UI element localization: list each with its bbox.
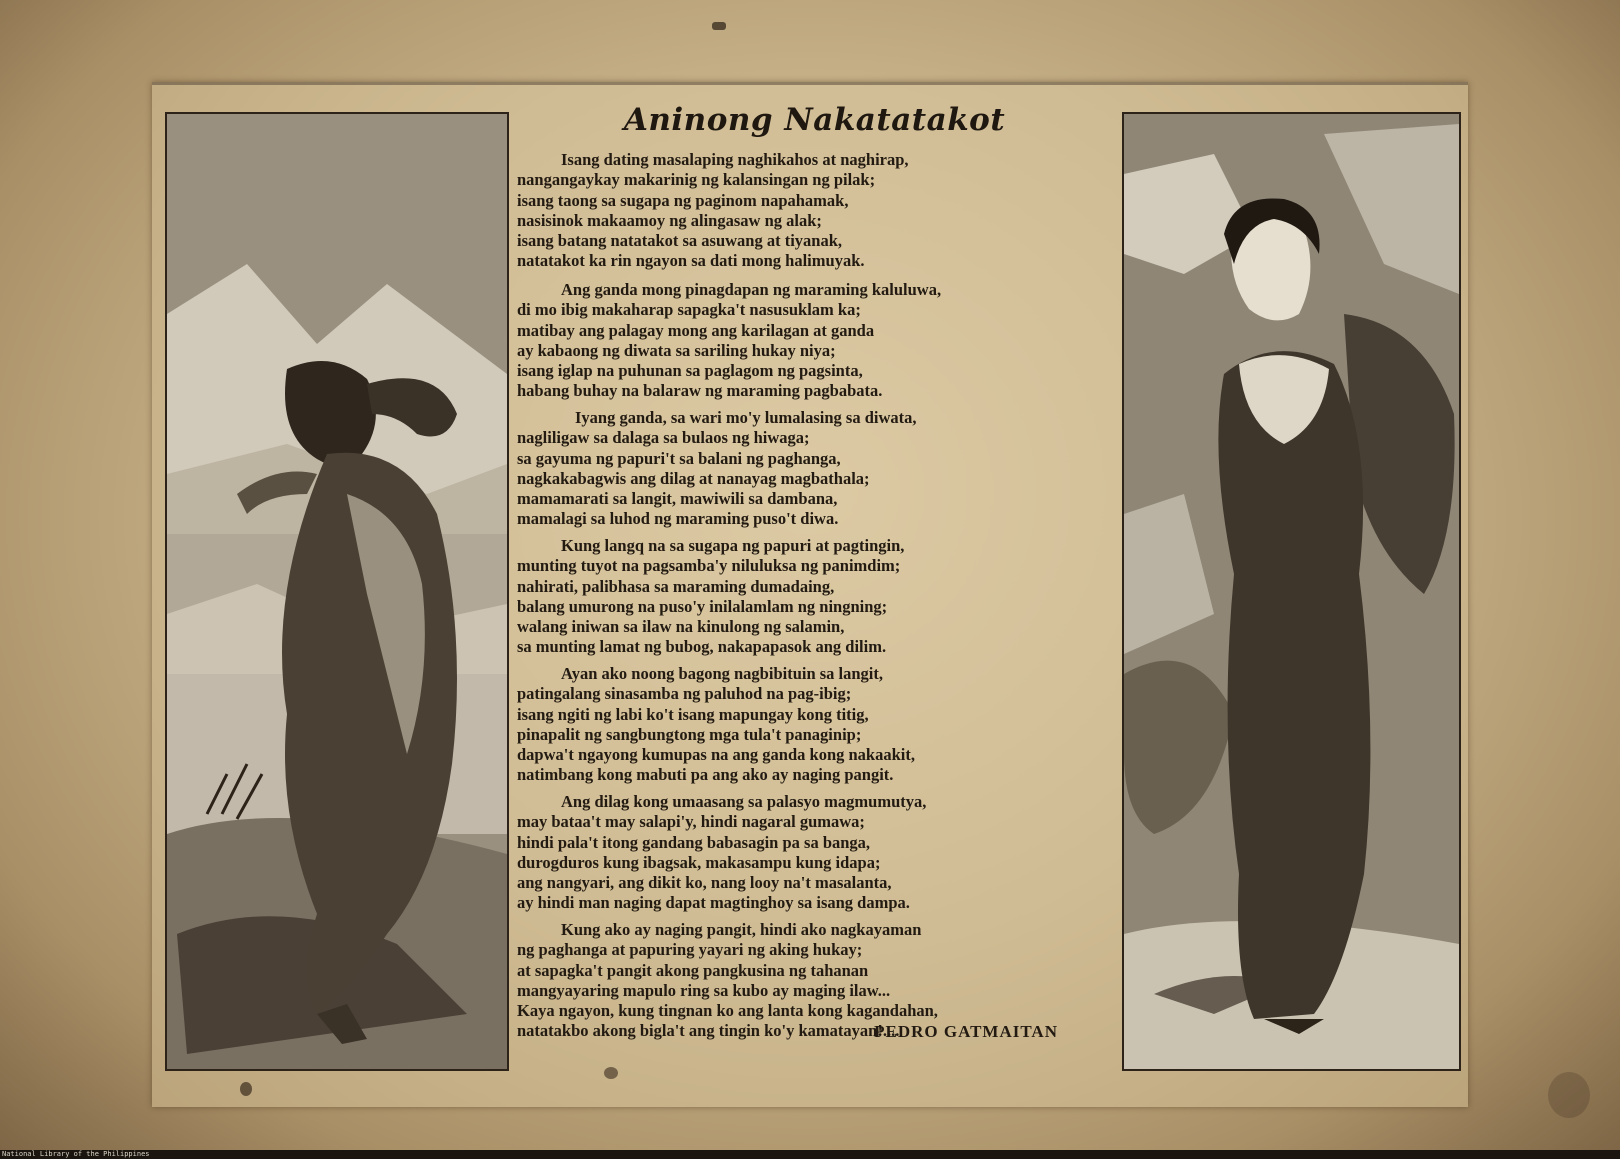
poem-line: balang umurong na puso'y inilalamlam ng ningning; <box>517 596 888 616</box>
stanza <box>517 280 1112 402</box>
poem-line: nagliligaw sa dalaga sa bulaos ng hiwaga; <box>517 428 810 448</box>
poem-line: Ayan ako noong bagong nagbibituin sa langit, <box>561 664 884 683</box>
poem-line: Isang dating masalaping naghikahos at naghirap, <box>561 150 909 169</box>
illustration-left <box>165 112 509 1071</box>
poem-line: patingalang sinasamba ng paluhod na pag-ibig; <box>517 684 852 704</box>
poem-line: may bataa't may salapi'y, hindi nagaral gumawa; <box>517 812 865 832</box>
poem-line: nasisinok makaamoy ng alingasaw ng alak; <box>517 210 822 230</box>
poem-line: habang buhay na balaraw ng maraming pagbabata. <box>517 381 883 401</box>
poem-line: sa gayuma ng papuri't sa balani ng paghanga, <box>517 448 841 468</box>
poem-line: Ang ganda mong pinagdapan ng maraming kaluluwa, <box>561 280 942 299</box>
poem-line: ang nangyari, ang dikit ko, nang looy na't masalanta, <box>517 873 892 893</box>
poem-line: pinapalit ng sangbungtong mga tula't panaginip; <box>517 724 862 744</box>
poem-line: durogduros kung ibagsak, makasampu kung idapa; <box>517 852 881 872</box>
footer-credit: National Library of the Philippines <box>2 1150 150 1158</box>
stanza <box>517 408 1112 530</box>
poem-line: natatakbo akong bigla't ang tingin ko'y kamatayan!.... <box>517 1021 900 1041</box>
poem-line: sa munting lamat ng bubog, nakapapasok ang dilim. <box>517 637 887 657</box>
poem-line: mangyayaring mapulo ring sa kubo ay maging ilaw... <box>517 980 891 1000</box>
poem-line: Kung langq na sa sugapa ng papuri at pagtingin, <box>561 536 905 555</box>
poem-line: natatakot ka rin ngayon sa dati mong halimuyak. <box>517 251 865 271</box>
poem-line: di mo ibig makaharap sapagka't nasusuklam ka; <box>517 300 861 320</box>
poem-line: ay hindi man naging dapat magtinghoy sa isang dampa. <box>517 893 910 913</box>
stain <box>1548 1072 1590 1118</box>
poem-title: Aninong Nakatatakot <box>623 102 1006 138</box>
poem <box>517 102 1112 1102</box>
poem-line: Iyang ganda, sa wari mo'y lumalasing sa diwata, <box>575 408 917 427</box>
poem-line: munting tuyot na pagsamba'y niluluksa ng panimdim; <box>517 556 901 576</box>
poem-line: matibay ang palagay mong ang karilagan at ganda <box>517 320 875 340</box>
poem-line: walang iniwan sa ilaw na kinulong ng salamin, <box>517 617 845 637</box>
illustration-right-drawing <box>1124 114 1459 1069</box>
poem-line: nahirati, palibhasa sa maraming dumadaing, <box>517 576 835 596</box>
poem-line: nagkakabagwis ang dilag at nanayag magbathala; <box>517 468 870 488</box>
poem-line: mamalagi sa luhod ng maraming puso't diwa. <box>517 509 839 529</box>
poem-line: dapwa't ngayong kumupas na ang ganda kong nakaakit, <box>517 745 915 765</box>
stanza <box>517 664 1112 786</box>
stain <box>604 1067 618 1079</box>
poem-line: nangangaykay makarinig ng kalansingan ng pilak; <box>517 170 876 190</box>
illustration-left-drawing <box>167 114 507 1069</box>
stain <box>240 1082 252 1096</box>
newspaper-clipping <box>152 82 1468 1107</box>
poem-line: hindi pala't itong gandang babasagin pa sa banga, <box>517 832 871 852</box>
poem-line: ng paghanga at papuring yayari ng aking hukay; <box>517 940 863 960</box>
poem-line: at sapagka't pangit akong pangkusina ng tahanan <box>517 960 869 980</box>
stanza <box>517 536 1112 658</box>
poem-line: isang taong sa sugapa ng paginom napahamak, <box>517 190 849 210</box>
poem-line: mamamarati sa langit, mawiwili sa dambana, <box>517 489 838 509</box>
poem-line: Kung ako ay naging pangit, hindi ako nagkayaman <box>561 920 922 939</box>
stanza <box>517 792 1112 914</box>
poem-line: ay kabaong ng diwata sa sariling hukay niya; <box>517 340 836 360</box>
poem-line: isang iglap na puhunan sa paglagom ng pagsinta, <box>517 361 863 381</box>
page-mark <box>712 22 726 30</box>
poem-author: PEDRO GATMAITAN <box>874 1022 1058 1041</box>
poem-line: isang ngiti ng labi ko't isang mapungay kong titig, <box>517 704 869 724</box>
illustration-right <box>1122 112 1461 1071</box>
poem-line: natimbang kong mabuti pa ang ako ay naging pangit. <box>517 765 894 785</box>
poem-line: isang batang natatakot sa asuwang at tiyanak, <box>517 231 843 251</box>
poem-line: Ang dilag kong umaasang sa palasyo magmumutya, <box>561 792 927 811</box>
stanza <box>517 150 1112 272</box>
poem-line: Kaya ngayon, kung tingnan ko ang lanta kong kagandahan, <box>517 1001 938 1021</box>
